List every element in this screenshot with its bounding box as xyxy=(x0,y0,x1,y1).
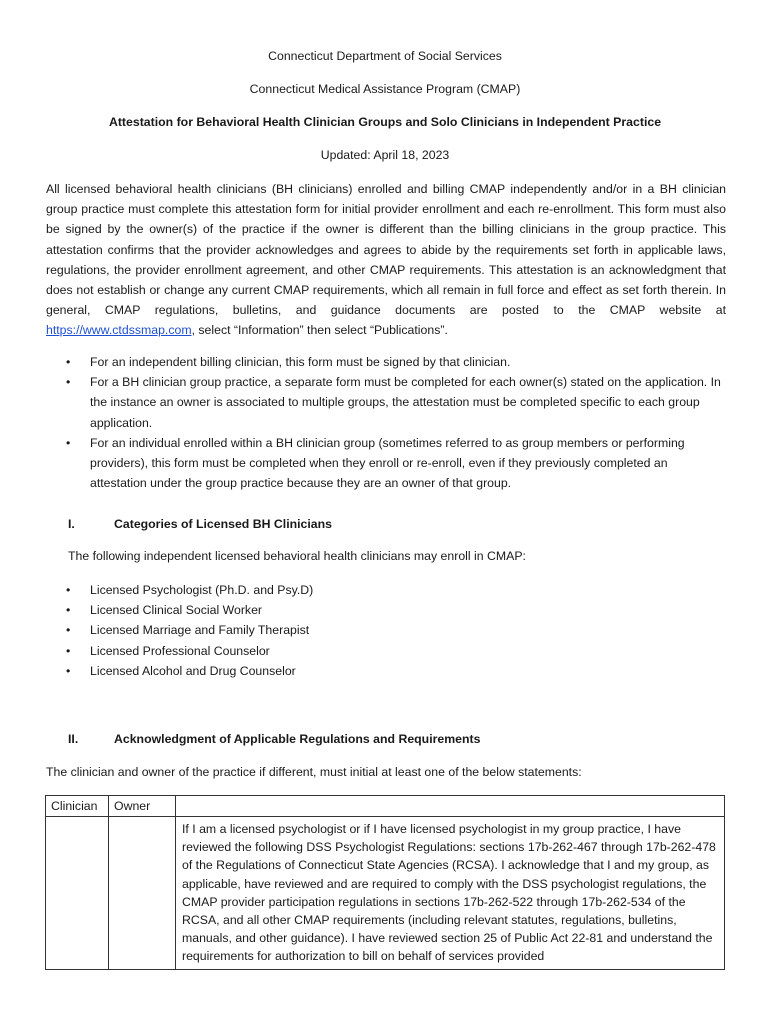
owner-initial-cell[interactable] xyxy=(109,817,176,970)
section-2-number: II. xyxy=(68,732,79,746)
bullet-icon: • xyxy=(66,435,71,450)
list-item: • Licensed Marriage and Family Therapist xyxy=(46,620,726,640)
section-1-intro: The following independent licensed behavioral health clinicians may enroll in CMAP: xyxy=(68,549,526,563)
cmap-website-link[interactable]: https://www.ctdssmap.com xyxy=(46,323,192,338)
list-item: • Licensed Professional Counselor xyxy=(46,641,726,661)
intro-text-after-link: , select “Information” then select “Publications”. xyxy=(191,323,448,338)
statement-column-header xyxy=(176,796,725,817)
bullet-icon: • xyxy=(66,603,71,618)
statement-cell: If I am a licensed psychologist or if I have licensed psychologist in my group practice, I have reviewed the following DSS Psychologist Regulations: sections 17b-262-467 through 17b-262-478 of the Regulations of Connecticut State Agencies (RCSA). I acknowledge that I and my group, as applicable, have reviewed and are required to comply with the DSS psychologist regulations, the CMAP provider participation regulations in sections 17b-262-522 through 17b-262-534 of the RCSA, and all other CMAP requirements (including relevant statutes, regulations, bulletins, manuals, and other guidance). I have reviewed section 25 of Public Act 22-81 and understand the requirements for authorization to bill on behalf of services provided xyxy=(176,817,725,970)
updated-date: Updated: April 18, 2023 xyxy=(320,148,450,162)
section-2-title: Acknowledgment of Applicable Regulations and Requirements xyxy=(114,732,481,746)
bullet-icon: • xyxy=(66,643,71,658)
bullet-icon: • xyxy=(66,663,71,678)
attestation-table xyxy=(45,795,725,970)
clinician-initial-cell[interactable] xyxy=(46,817,109,970)
table-row xyxy=(46,817,725,970)
intro-text-before-link: All licensed behavioral health clinicians (BH clinicians) enrolled and billing CMAP independently and/or in a BH clinician group practice must complete this attestation form for initial provider enrollment and each re-enrollment. This form must also be signed by the owner(s) of the practice if the owner is different than the billing clinicians in the group practice. This attestation confirms that the provider acknowledges and agrees to abide by the requirements set forth in applicable laws, regulations, the provider enrollment agreement, and other CMAP requirements. This attestation is an acknowledgment that does not establish or change any current CMAP requirements, which all remain in full force and effect as set forth therein. In general, CMAP regulations, bulletins, and guidance documents are posted to the CMAP website at xyxy=(46,182,726,318)
bullet-icon: • xyxy=(66,583,71,597)
owner-column-header: Owner xyxy=(109,796,176,817)
section-1-number: I. xyxy=(68,517,75,531)
list-item: • For a BH clinician group practice, a separate form must be completed for each owner(s) stated on the application. In the instance an owner is associated to multiple groups, the attestation must be completed specific to each group application. xyxy=(46,372,726,433)
list-item: • Licensed Clinical Social Worker xyxy=(46,600,726,620)
section-2-intro: The clinician and owner of the practice if different, must initial at least one of the below statements: xyxy=(46,765,582,779)
bullet-icon: • xyxy=(66,375,71,390)
list-item: • For an independent billing clinician, this form must be signed by that clinician. xyxy=(46,352,726,372)
clinician-categories-list xyxy=(46,580,726,681)
bullet-icon: • xyxy=(66,355,71,369)
agency-name: Connecticut Department of Social Services xyxy=(268,49,502,63)
list-item: • Licensed Psychologist (Ph.D. and Psy.D) xyxy=(46,580,726,600)
clinician-column-header: Clinician xyxy=(46,796,109,817)
intro-paragraph xyxy=(46,179,726,341)
bullet-icon: • xyxy=(66,623,71,638)
signing-rules-list xyxy=(46,352,726,493)
section-1-title: Categories of Licensed BH Clinicians xyxy=(114,517,332,531)
form-title: Attestation for Behavioral Health Clinician Groups and Solo Clinicians in Independent Practice xyxy=(108,115,662,129)
list-item: • Licensed Alcohol and Drug Counselor xyxy=(46,661,726,681)
program-name: Connecticut Medical Assistance Program (CMAP) xyxy=(249,82,521,96)
list-item: • For an individual enrolled within a BH clinician group (sometimes referred to as group members or performing providers), this form must be completed when they enroll or re-enroll, even if they previously completed an attestation under the group practice because they are an owner of that group. xyxy=(46,433,726,494)
table-header-row xyxy=(46,796,725,817)
